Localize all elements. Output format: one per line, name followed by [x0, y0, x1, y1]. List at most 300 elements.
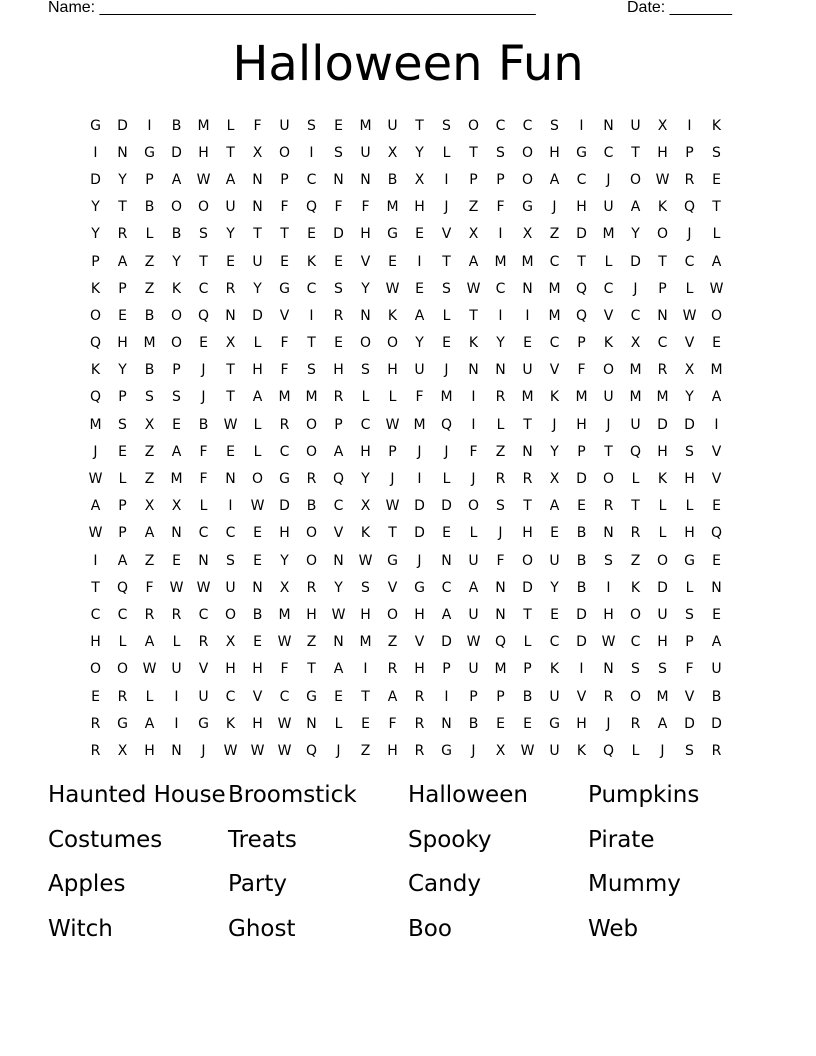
grid-letter: I [147, 117, 152, 134]
grid-letter: E [280, 253, 289, 270]
grid-letter: E [550, 606, 559, 623]
grid-letter: X [468, 226, 479, 243]
grid-letter: H [225, 661, 236, 678]
grid-letter: N [711, 579, 722, 596]
grid-letter: M [494, 661, 507, 678]
grid-letter: K [657, 199, 668, 216]
grid-letter: D [441, 498, 452, 515]
grid-letter: U [630, 416, 641, 433]
grid-letter: X [144, 416, 155, 433]
grid-letter: A [468, 253, 479, 270]
grid-letter: M [413, 416, 426, 433]
word-list-item: Costumes [48, 826, 163, 853]
grid-letter: X [144, 498, 155, 515]
grid-letter: H [414, 199, 425, 216]
grid-letter: U [171, 661, 182, 678]
grid-letter: H [576, 715, 587, 732]
grid-letter: E [253, 634, 262, 651]
grid-letter: C [522, 117, 533, 134]
grid-letter: T [469, 307, 478, 324]
grid-letter: L [253, 416, 262, 433]
grid-letter: T [631, 498, 640, 515]
grid-letter: D [576, 226, 587, 243]
grid-letter: S [685, 443, 694, 460]
grid-letter: E [712, 498, 721, 515]
word-list-item: Candy [408, 871, 481, 897]
grid-letter: J [552, 416, 557, 433]
grid-letter: T [226, 389, 235, 406]
grid-letter: T [469, 144, 478, 161]
grid-letter: M [710, 362, 723, 379]
grid-letter: U [414, 362, 425, 379]
grid-letter: H [198, 144, 209, 161]
grid-letter: W [223, 742, 238, 759]
grid-letter: O [170, 335, 183, 352]
grid-letter: B [198, 416, 209, 433]
grid-letter: M [89, 416, 102, 433]
grid-letter: N [252, 199, 263, 216]
grid-letter: I [687, 117, 692, 134]
grid-letter: R [198, 634, 209, 651]
grid-letter: R [333, 307, 344, 324]
grid-letter: J [606, 416, 611, 433]
grid-letter: W [88, 471, 103, 488]
grid-letter: X [225, 335, 236, 352]
grid-letter: O [89, 661, 102, 678]
grid-letter: L [145, 226, 154, 243]
grid-letter: T [604, 443, 613, 460]
grid-letter: A [549, 171, 560, 188]
grid-letter: S [631, 661, 640, 678]
grid-letter: H [333, 362, 344, 379]
grid-letter: F [469, 443, 478, 460]
grid-letter: A [630, 199, 641, 216]
grid-letter: S [361, 579, 370, 596]
grid-letter: B [576, 552, 587, 569]
grid-letter: T [388, 525, 397, 542]
grid-letter: V [333, 525, 344, 542]
grid-letter: A [711, 389, 722, 406]
grid-letter: H [576, 416, 587, 433]
grid-letter: J [498, 525, 503, 542]
grid-letter: T [361, 688, 370, 705]
grid-letter: M [305, 389, 318, 406]
grid-letter: L [442, 471, 451, 488]
grid-letter: X [684, 362, 695, 379]
grid-letter: N [333, 634, 344, 651]
grid-letter: I [579, 117, 584, 134]
grid-letter: L [604, 253, 613, 270]
grid-letter: W [655, 171, 670, 188]
grid-letter: P [685, 634, 694, 651]
grid-letter: S [307, 117, 316, 134]
grid-letter: R [171, 606, 182, 623]
grid-letter: O [521, 144, 534, 161]
grid-letter: G [387, 226, 398, 243]
grid-letter: R [495, 471, 506, 488]
grid-letter: B [576, 579, 587, 596]
grid-letter: H [90, 634, 101, 651]
grid-letter: Q [710, 525, 723, 542]
grid-letter: D [90, 171, 101, 188]
grid-letter: E [712, 552, 721, 569]
grid-letter: E [118, 443, 127, 460]
grid-letter: A [171, 171, 182, 188]
grid-letter: B [576, 525, 587, 542]
grid-letter: Y [631, 226, 640, 243]
grid-letter: J [633, 280, 638, 297]
grid-letter: S [118, 416, 127, 433]
grid-letter: U [279, 117, 290, 134]
grid-letter: U [387, 117, 398, 134]
grid-letter: N [225, 471, 236, 488]
grid-letter: C [90, 606, 101, 623]
grid-letter: C [441, 579, 452, 596]
grid-letter: P [442, 661, 451, 678]
grid-letter: L [253, 443, 262, 460]
grid-letter: O [224, 606, 237, 623]
grid-letter: P [145, 171, 154, 188]
grid-letter: R [630, 715, 641, 732]
grid-letter: A [225, 171, 236, 188]
grid-letter: M [359, 117, 372, 134]
grid-letter: V [576, 688, 587, 705]
grid-letter: X [522, 226, 533, 243]
date-field[interactable]: Date: _______ [627, 0, 732, 16]
grid-letter: R [306, 579, 317, 596]
grid-letter: S [334, 144, 343, 161]
grid-letter: C [279, 688, 290, 705]
grid-letter: F [415, 389, 424, 406]
grid-letter: A [441, 606, 452, 623]
grid-letter: J [471, 471, 476, 488]
grid-letter: S [442, 117, 451, 134]
grid-letter: I [471, 416, 476, 433]
grid-letter: U [225, 579, 236, 596]
grid-letter: J [201, 362, 206, 379]
grid-letter: E [712, 606, 721, 623]
grid-letter: G [414, 579, 425, 596]
grid-letter: R [711, 742, 722, 759]
grid-letter: Q [305, 742, 318, 759]
grid-letter: T [253, 226, 262, 243]
grid-letter: V [684, 688, 695, 705]
grid-letter: B [171, 117, 182, 134]
name-field[interactable]: Name: _________________________________________________ [48, 0, 536, 16]
grid-letter: W [196, 579, 211, 596]
grid-letter: U [630, 117, 641, 134]
grid-letter: S [199, 226, 208, 243]
word-list-item: Witch [48, 915, 113, 942]
grid-letter: W [142, 661, 157, 678]
grid-letter: E [334, 253, 343, 270]
grid-letter: B [171, 226, 182, 243]
grid-letter: L [631, 471, 640, 488]
grid-letter: T [91, 579, 100, 596]
grid-letter: Y [550, 443, 559, 460]
grid-letter: O [602, 362, 615, 379]
grid-letter: E [118, 307, 127, 324]
grid-letter: L [685, 280, 694, 297]
grid-letter: H [576, 199, 587, 216]
grid-letter: A [171, 443, 182, 460]
grid-letter: W [682, 307, 697, 324]
grid-letter: S [685, 606, 694, 623]
grid-letter: R [522, 471, 533, 488]
grid-letter: G [684, 552, 695, 569]
grid-letter: E [361, 715, 370, 732]
grid-letter: S [334, 280, 343, 297]
grid-letter: C [198, 280, 209, 297]
grid-letter: Y [361, 471, 370, 488]
grid-letter: U [225, 199, 236, 216]
grid-letter: L [361, 389, 370, 406]
grid-letter: J [606, 171, 611, 188]
grid-letter: C [306, 171, 317, 188]
grid-letter: L [712, 226, 721, 243]
grid-letter: Y [496, 335, 505, 352]
grid-letter: H [279, 525, 290, 542]
grid-letter: L [496, 416, 505, 433]
grid-letter: N [252, 171, 263, 188]
grid-letter: E [334, 335, 343, 352]
word-list-item: Boo [408, 915, 452, 942]
grid-letter: N [603, 525, 614, 542]
word-list [48, 779, 768, 957]
grid-letter: Q [305, 199, 318, 216]
grid-letter: S [658, 661, 667, 678]
grid-letter: F [145, 579, 154, 596]
grid-letter: T [307, 335, 316, 352]
grid-letter: E [415, 280, 424, 297]
grid-letter: Q [89, 389, 102, 406]
grid-letter: S [226, 552, 235, 569]
grid-letter: P [469, 688, 478, 705]
grid-letter: X [414, 171, 425, 188]
grid-letter: W [88, 525, 103, 542]
grid-letter: H [387, 742, 398, 759]
grid-letter: H [117, 335, 128, 352]
grid-letter: M [197, 117, 210, 134]
grid-letter: D [576, 634, 587, 651]
grid-letter: P [469, 171, 478, 188]
grid-letter: B [387, 171, 398, 188]
grid-letter: Q [440, 416, 453, 433]
grid-letter: H [603, 606, 614, 623]
grid-letter: A [144, 634, 155, 651]
grid-letter: J [660, 742, 665, 759]
grid-letter: P [118, 498, 127, 515]
grid-letter: H [549, 144, 560, 161]
grid-letter: F [280, 362, 289, 379]
grid-letter: X [657, 117, 668, 134]
grid-letter: K [657, 471, 668, 488]
grid-letter: G [117, 715, 128, 732]
grid-letter: G [306, 688, 317, 705]
grid-letter: D [576, 471, 587, 488]
grid-letter: A [252, 389, 263, 406]
grid-letter: C [225, 688, 236, 705]
grid-letter: D [414, 498, 425, 515]
word-list-item: Spooky [408, 826, 492, 853]
grid-letter: F [199, 471, 208, 488]
grid-letter: E [712, 171, 721, 188]
grid-letter: U [549, 742, 560, 759]
grid-letter: I [444, 688, 449, 705]
word-list-item: Pirate [588, 826, 655, 853]
grid-letter: T [118, 199, 127, 216]
grid-letter: O [386, 606, 399, 623]
grid-letter: X [171, 498, 182, 515]
grid-letter: R [117, 688, 128, 705]
grid-letter: E [496, 715, 505, 732]
grid-letter: R [387, 661, 398, 678]
grid-letter: E [226, 443, 235, 460]
grid-letter: N [333, 552, 344, 569]
grid-letter: E [415, 226, 424, 243]
grid-letter: C [549, 253, 560, 270]
grid-letter: O [467, 117, 480, 134]
grid-letter: Q [197, 307, 210, 324]
grid-letter: N [522, 443, 533, 460]
grid-letter: H [387, 362, 398, 379]
grid-letter: O [521, 552, 534, 569]
grid-letter: N [495, 362, 506, 379]
grid-letter: B [468, 715, 479, 732]
grid-letter: E [172, 552, 181, 569]
grid-letter: C [657, 335, 668, 352]
grid-letter: H [252, 661, 263, 678]
grid-letter: H [684, 525, 695, 542]
grid-letter: Q [116, 579, 129, 596]
grid-letter: I [444, 171, 449, 188]
grid-letter: X [117, 742, 128, 759]
grid-letter: B [144, 362, 155, 379]
grid-letter: D [657, 579, 668, 596]
grid-letter: Z [144, 253, 155, 270]
grid-letter: K [576, 742, 587, 759]
grid-letter: G [198, 715, 209, 732]
grid-letter: O [629, 606, 642, 623]
grid-letter: X [360, 498, 371, 515]
grid-letter: Y [361, 280, 370, 297]
grid-letter: F [496, 552, 505, 569]
grid-letter: W [196, 171, 211, 188]
grid-letter: H [414, 606, 425, 623]
grid-letter: L [658, 498, 667, 515]
grid-letter: I [498, 307, 503, 324]
grid-letter: W [358, 552, 373, 569]
grid-letter: W [466, 634, 481, 651]
grid-letter: R [90, 715, 101, 732]
grid-letter: D [333, 226, 344, 243]
grid-letter: O [359, 335, 372, 352]
grid-letter: M [629, 389, 642, 406]
grid-letter: T [226, 362, 235, 379]
grid-letter: E [388, 253, 397, 270]
grid-letter: O [251, 471, 264, 488]
grid-letter: S [442, 280, 451, 297]
grid-letter: P [685, 144, 694, 161]
grid-letter: F [334, 199, 343, 216]
grid-letter: N [252, 579, 263, 596]
grid-letter: E [199, 335, 208, 352]
grid-letter: A [387, 688, 398, 705]
grid-letter: N [495, 579, 506, 596]
grid-letter: D [684, 416, 695, 433]
grid-letter: A [468, 579, 479, 596]
grid-letter: L [631, 742, 640, 759]
grid-letter: V [198, 661, 209, 678]
grid-letter: H [360, 606, 371, 623]
grid-letter: C [549, 335, 560, 352]
grid-letter: M [440, 389, 453, 406]
grid-letter: W [385, 416, 400, 433]
grid-letter: M [548, 280, 561, 297]
grid-letter: X [549, 471, 560, 488]
grid-letter: W [466, 280, 481, 297]
grid-letter: N [468, 362, 479, 379]
grid-letter: L [523, 634, 532, 651]
grid-letter: H [522, 525, 533, 542]
grid-letter: J [201, 389, 206, 406]
grid-letter: R [279, 416, 290, 433]
puzzle-title: Halloween Fun [232, 36, 584, 92]
grid-letter: U [711, 661, 722, 678]
grid-letter: K [711, 117, 722, 134]
grid-letter: G [90, 117, 101, 134]
grid-letter: M [143, 335, 156, 352]
grid-letter: F [577, 362, 586, 379]
grid-letter: S [712, 144, 721, 161]
grid-letter: P [577, 335, 586, 352]
grid-letter: R [603, 688, 614, 705]
grid-letter: Q [629, 443, 642, 460]
word-list-item: Party [228, 871, 288, 897]
grid-letter: L [172, 634, 181, 651]
grid-letter: U [603, 199, 614, 216]
grid-letter: Y [550, 579, 559, 596]
grid-letter: Z [144, 471, 155, 488]
grid-letter: E [91, 688, 100, 705]
grid-letter: Z [144, 280, 155, 297]
grid-letter: L [118, 634, 127, 651]
grid-letter: A [657, 715, 668, 732]
grid-letter: C [360, 416, 371, 433]
grid-letter: V [711, 471, 722, 488]
grid-letter: K [225, 715, 236, 732]
grid-letter: Z [360, 742, 371, 759]
grid-letter: I [174, 688, 179, 705]
grid-letter: Q [89, 335, 102, 352]
grid-letter: O [656, 552, 669, 569]
grid-letter: P [523, 661, 532, 678]
grid-letter: U [549, 552, 560, 569]
grid-letter: P [577, 443, 586, 460]
grid-letter: L [658, 525, 667, 542]
grid-letter: C [198, 606, 209, 623]
grid-letter: W [250, 498, 265, 515]
grid-letter: M [521, 389, 534, 406]
grid-letter: V [711, 443, 722, 460]
grid-letter: A [117, 253, 128, 270]
grid-letter: X [279, 579, 290, 596]
grid-letter: J [471, 742, 476, 759]
grid-letter: J [417, 552, 422, 569]
grid-letter: O [278, 144, 291, 161]
grid-letter: N [603, 661, 614, 678]
grid-letter: F [280, 199, 289, 216]
